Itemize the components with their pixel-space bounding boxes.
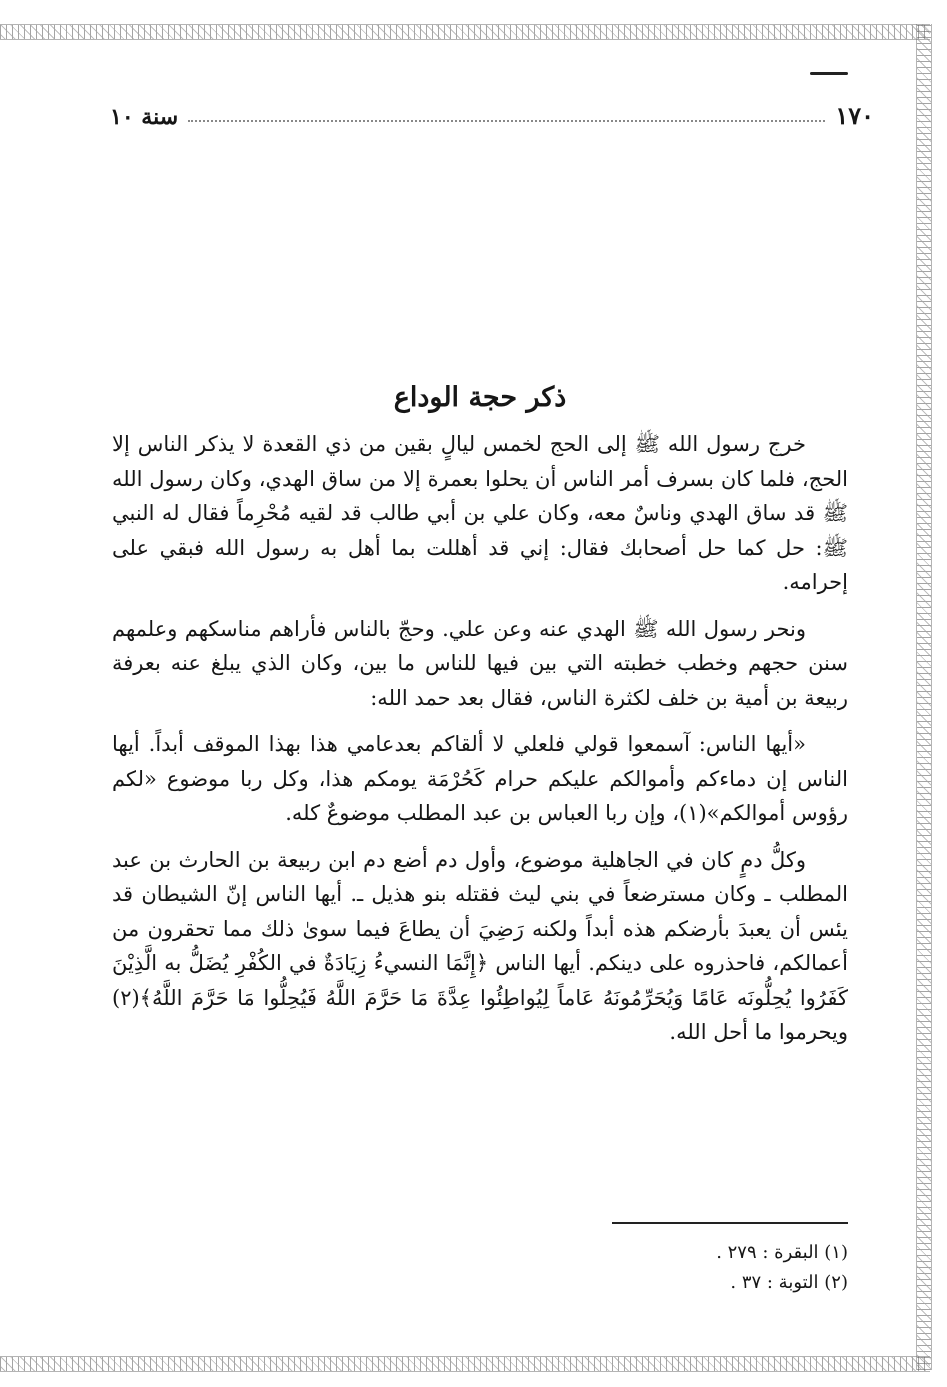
section-title: ذكر حجة الوداع: [393, 382, 567, 413]
running-title: سنة ١٠: [110, 104, 179, 130]
decorative-border-top: [0, 24, 930, 40]
footnote: (١) البقرة : ٢٧٩ .: [716, 1242, 848, 1263]
main-text: [112, 382, 848, 1062]
decorative-border-bottom: [0, 1356, 930, 1372]
paragraph: «أيها الناس: آسمعوا قولي فلعلي لا ألقاكم بعدعامي هذا بهذا الموقف أبداً. أيها الناس إن دماءكم وأموالكم عليكم حرام كَحُرْمَة يومكم هذا، وكل ربا موضوع «لكم رؤوس أموالكم»(١)، وإن ربا العباس بن عبد المطلب موضوعٌ كله.: [112, 732, 848, 825]
page-number: ١٧٠: [835, 101, 874, 130]
paragraph: ونحر رسول الله ﷺ الهدي عنه وعن علي. وحجّ بالناس فأراهم مناسكهم وعلمهم سنن حجهم وخطب خطبته التي بين فيها للناس ما بين، وكان الذي يبلغ عنه بعرفة ربيعة بن أمية بن خلف لكثرة الناس، فقال بعد حمد الله:: [112, 616, 848, 710]
dotted-leader: [188, 120, 825, 122]
paragraph: خرج رسول الله ﷺ إلى الحج لخمس ليالٍ بقين من ذي القعدة لا يذكر الناس إلا الحج، فلما كان بسرف أمر الناس أن يحلوا بعمرة إلا من ساق الهدي، وكان رسول الله ﷺ قد ساق الهدي وناسٌ معه، وكان علي بن أبي طالب قد لقيه مُحْرِماً فقال له النبي ﷺ: حل كما حل أصحابك فقال: إني قد أهللت بما أهل به رسول الله فبقي على إحرامه.: [112, 432, 848, 594]
footnote: (٢) التوبة : ٣٧ .: [730, 1272, 848, 1293]
paragraph: وكلُّ دمٍ كان في الجاهلية موضوع، وأول دم أضع دم ابن ربيعة بن الحارث بن عبد المطلب ـ وكان مسترضعاً في بني ليث فقتله بنو هذيل ـ. أيها الناس إنّ الشيطان قد يئس أن يعبدَ بأرضكم هذه أبداً ولكنه رَضِيَ أن يطاعَ فيما سوىٰ ذلك مما تحقرون من أعمالكم، فاحذروه على دينكم. أيها الناس ﴿إِنَّمَا النسيءُ زِيَادَةٌ في الكُفْرِ يُضَلُّ به الَّذِيْنَ كَفَرُوا يُحِلُّونَه عَامًا وَيُحَرِّمُونَهُ عَاماً لِيُواطِئُوا عِدَّةَ مَا حَرَّمَ اللَّهُ فَيُحِلُّوا مَا حَرَّمَ اللَّهُ﴾(٢) ويحرموا ما أحل الله.: [112, 847, 848, 1044]
footnotes: [560, 1238, 848, 1298]
decorative-border-right: [916, 24, 932, 1370]
footnote-separator: [612, 1222, 848, 1224]
decorative-mark: [810, 72, 848, 75]
page-header: [110, 96, 874, 130]
